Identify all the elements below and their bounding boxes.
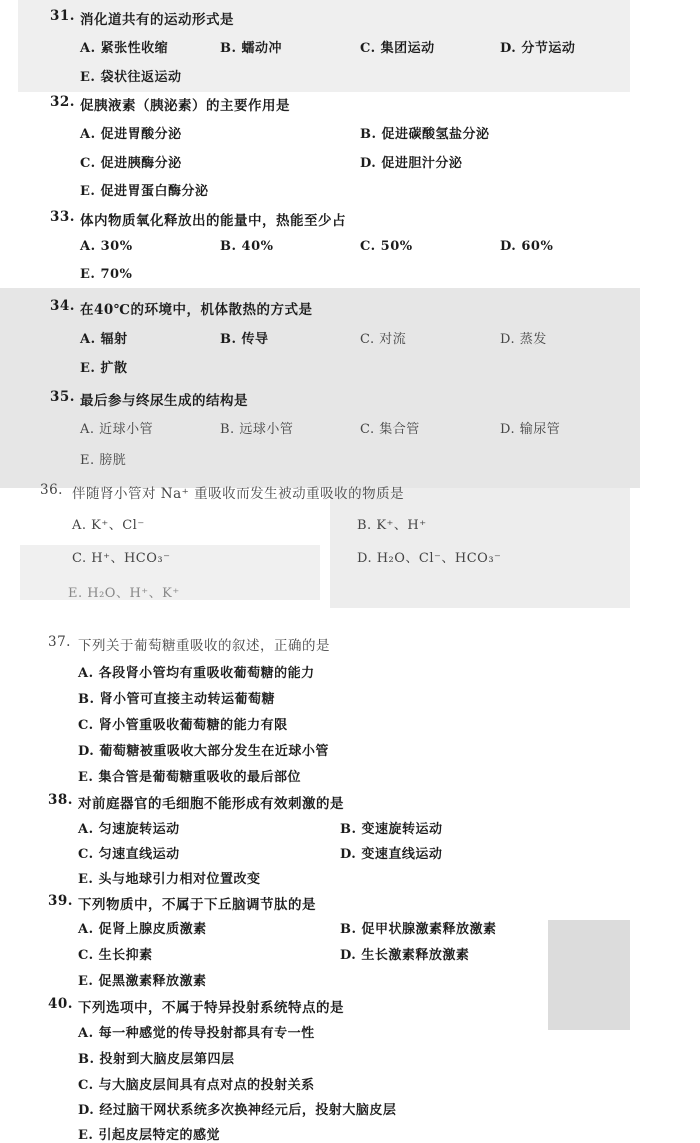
option-e: E. 袋状往返运动: [80, 70, 182, 85]
scan-shading: [548, 920, 630, 1030]
question-number: 36.: [40, 482, 63, 498]
option-a: A. 匀速旋转运动: [78, 822, 180, 837]
question-stem: 下列选项中，不属于特异投射系统特点的是: [78, 1000, 344, 1016]
question-stem: 消化道共有的运动形式是: [80, 12, 234, 28]
option-e: E. 引起皮层特定的感觉: [78, 1128, 220, 1143]
question-number: 34.: [50, 298, 75, 314]
question-stem: 体内物质氧化释放出的能量中，热能至少占: [80, 213, 346, 229]
option-b: B. 远球小管: [220, 422, 294, 437]
option-e: E. 头与地球引力相对位置改变: [78, 872, 261, 887]
option-b: B. 变速旋转运动: [340, 822, 443, 837]
option-d: D. 60%: [500, 239, 554, 254]
option-c: C. 与大脑皮层间具有点对点的投射关系: [78, 1078, 315, 1093]
option-a: A. 30%: [80, 239, 133, 254]
question-stem: 伴随肾小管对 Na⁺ 重吸收而发生被动重吸收的物质是: [72, 486, 405, 502]
option-b: B. 投射到大脑皮层第四层: [78, 1052, 235, 1067]
option-c: C. 肾小管重吸收葡萄糖的能力有限: [78, 718, 288, 733]
option-d: D. 输尿管: [500, 422, 561, 437]
option-c: C. 集团运动: [360, 41, 435, 56]
option-c: C. 集合管: [360, 422, 420, 437]
option-e: E. H₂O、H⁺、K⁺: [68, 586, 180, 601]
option-b: B. K⁺、H⁺: [357, 518, 427, 533]
option-a: A. K⁺、Cl⁻: [72, 518, 145, 533]
option-d: D. 蒸发: [500, 332, 547, 347]
option-c: C. 促进胰酶分泌: [80, 156, 182, 171]
option-a: A. 促肾上腺皮质激素: [78, 922, 207, 937]
option-e: E. 膀胱: [80, 453, 127, 468]
option-b: B. 肾小管可直接主动转运葡萄糖: [78, 692, 276, 707]
question-stem: 最后参与终尿生成的结构是: [80, 393, 248, 409]
question-stem: 对前庭器官的毛细胞不能形成有效刺激的是: [78, 796, 344, 812]
option-e: E. 70%: [80, 267, 133, 282]
question-stem: 下列物质中，不属于下丘脑调节肽的是: [78, 897, 316, 913]
option-a: A. 各段肾小管均有重吸收葡萄糖的能力: [78, 666, 315, 681]
option-a: A. 每一种感觉的传导投射都具有专一性: [78, 1026, 315, 1041]
option-c: C. H⁺、HCO₃⁻: [72, 551, 171, 566]
option-e: E. 促黑激素释放激素: [78, 974, 207, 989]
option-d: D. 分节运动: [500, 41, 576, 56]
question-number: 37.: [48, 634, 71, 650]
option-b: B. 促甲状腺激素释放激素: [340, 922, 497, 937]
option-e: E. 扩散: [80, 361, 128, 376]
option-d: D. 生长激素释放激素: [340, 948, 470, 963]
question-stem: 促胰液素（胰泌素）的主要作用是: [80, 98, 290, 114]
option-a: A. 近球小管: [80, 422, 154, 437]
option-c: C. 50%: [360, 239, 413, 254]
option-b: B. 传导: [220, 332, 269, 347]
question-number: 39.: [48, 893, 73, 909]
option-d: D. 葡萄糖被重吸收大部分发生在近球小管: [78, 744, 329, 759]
option-b: B. 促进碳酸氢盐分泌: [360, 127, 490, 142]
option-c: C. 匀速直线运动: [78, 847, 180, 862]
option-a: A. 辐射: [80, 332, 128, 347]
question-number: 31.: [50, 8, 75, 24]
option-d: D. 经过脑干网状系统多次换神经元后，投射大脑皮层: [78, 1103, 397, 1118]
option-e: E. 促进胃蛋白酶分泌: [80, 184, 209, 199]
question-stem: 在40℃的环境中，机体散热的方式是: [80, 302, 313, 318]
option-d: D. H₂O、Cl⁻、HCO₃⁻: [357, 551, 502, 566]
question-number: 38.: [48, 792, 73, 808]
option-b: B. 40%: [220, 239, 274, 254]
question-number: 40.: [48, 996, 73, 1012]
question-stem: 下列关于葡萄糖重吸收的叙述，正确的是: [78, 638, 330, 654]
option-b: B. 蠕动冲: [220, 41, 283, 56]
option-c: C. 对流: [360, 332, 407, 347]
option-d: D. 促进胆汁分泌: [360, 156, 463, 171]
option-c: C. 生长抑素: [78, 948, 153, 963]
question-number: 33.: [50, 209, 75, 225]
option-a: A. 紧张性收缩: [80, 41, 169, 56]
question-number: 35.: [50, 389, 75, 405]
question-number: 32.: [50, 94, 75, 110]
option-e: E. 集合管是葡萄糖重吸收的最后部位: [78, 770, 301, 785]
option-d: D. 变速直线运动: [340, 847, 443, 862]
option-a: A. 促进胃酸分泌: [80, 127, 182, 142]
